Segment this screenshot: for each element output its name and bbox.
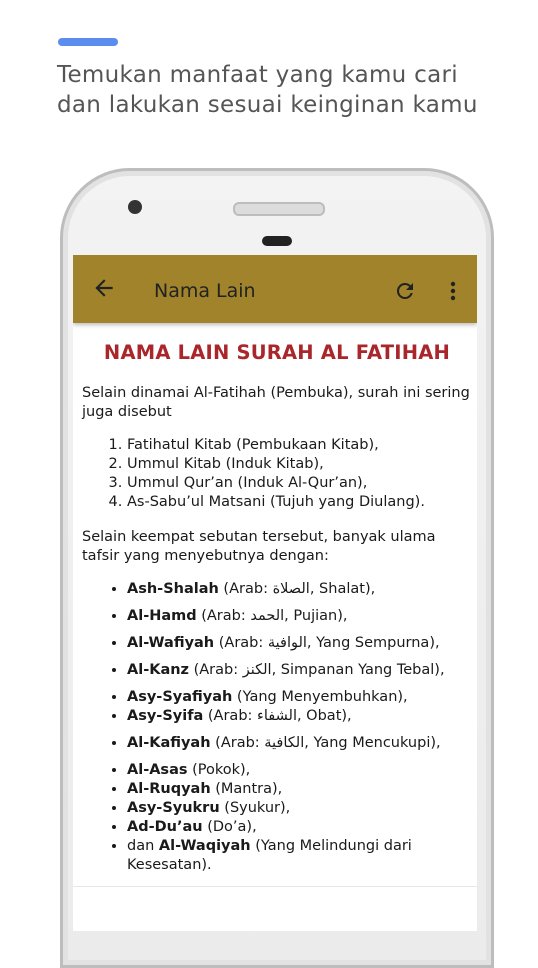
article-content	[82, 343, 472, 875]
list-item: • Ash-Shalah (Arab: الصلاة, Shalat),	[127, 580, 472, 599]
name-term: Asy-Syafiyah	[127, 689, 233, 705]
list-item: • Al-Hamd (Arab: الحمد, Pujian),	[127, 607, 472, 626]
list-item: 4. As-Sabu’ul Matsani (Tujuh yang Diulang).	[127, 493, 472, 512]
front-camera	[128, 200, 142, 214]
article-heading: NAMA LAIN SURAH AL FATIHAH	[103, 341, 451, 364]
list-item: • Al-Kafiyah (Arab: الكافية, Yang Mencukupi),	[127, 734, 472, 753]
list-item: • Asy-Syafiyah (Yang Menyembuhkan),	[127, 688, 472, 707]
name-term: Al-Wafiyah	[127, 635, 215, 651]
list-item: 3. Ummul Qur’an (Induk Al-Qur’an),	[127, 474, 472, 493]
name-term: Al-Waqiyah	[158, 838, 251, 854]
arrow-left-icon[interactable]	[91, 275, 117, 301]
phone-screen	[73, 255, 477, 931]
intro-paragraph: Selain dinamai Al-Fatihah (Pembuka), surah ini sering juga disebut	[82, 385, 470, 420]
app-toolbar	[73, 255, 477, 323]
tagline-line-1: Temukan manfaat yang kamu cari	[57, 62, 458, 88]
tagline-line-2: dan lakukan sesuai keinginan kamu	[57, 92, 478, 118]
name-term: Ad-Du’au	[127, 819, 203, 835]
list-item: 2. Ummul Kitab (Induk Kitab),	[127, 455, 472, 474]
accent-bar	[58, 38, 118, 46]
list-item: • dan Al-Waqiyah (Yang Melindungi dari Kesesatan).	[127, 837, 472, 875]
list-item: 1. Fatihatul Kitab (Pembukaan Kitab),	[127, 436, 472, 455]
more-vertical-icon[interactable]	[443, 279, 463, 303]
list-item: • Al-Wafiyah (Arab: الوافية, Yang Sempurna),	[127, 634, 472, 653]
earpiece-speaker	[233, 202, 325, 216]
list-item: • Asy-Syukru (Syukur),	[127, 799, 472, 818]
list-item: • Al-Ruqyah (Mantra),	[127, 780, 472, 799]
promo-tagline	[57, 60, 497, 120]
name-term: Al-Ruqyah	[127, 781, 211, 797]
list-item: • Al-Kanz (Arab: الكنز, Simpanan Yang Tebal),	[127, 661, 472, 680]
list-item: • Asy-Syifa (Arab: الشفاء, Obat),	[127, 707, 472, 726]
name-term: Al-Kafiyah	[127, 735, 211, 751]
name-term: Al-Hamd	[127, 608, 197, 624]
name-term: Al-Asas	[127, 762, 188, 778]
name-term: Asy-Syifa	[127, 708, 204, 724]
list-item: • Ad-Du’au (Do’a),	[127, 818, 472, 837]
toolbar-title: Nama Lain	[154, 280, 256, 302]
proximity-sensor	[262, 236, 292, 246]
name-term: Ash-Shalah	[127, 581, 219, 597]
refresh-icon[interactable]	[393, 279, 417, 303]
name-term: Asy-Syukru	[127, 800, 220, 816]
second-paragraph: Selain keempat sebutan tersebut, banyak ulama tafsir yang menyebutnya dengan:	[82, 529, 436, 564]
bullet-list	[82, 580, 472, 875]
numbered-list	[82, 436, 472, 512]
bottom-divider	[73, 886, 477, 887]
name-term: Al-Kanz	[127, 662, 189, 678]
list-item: • Al-Asas (Pokok),	[127, 761, 472, 780]
